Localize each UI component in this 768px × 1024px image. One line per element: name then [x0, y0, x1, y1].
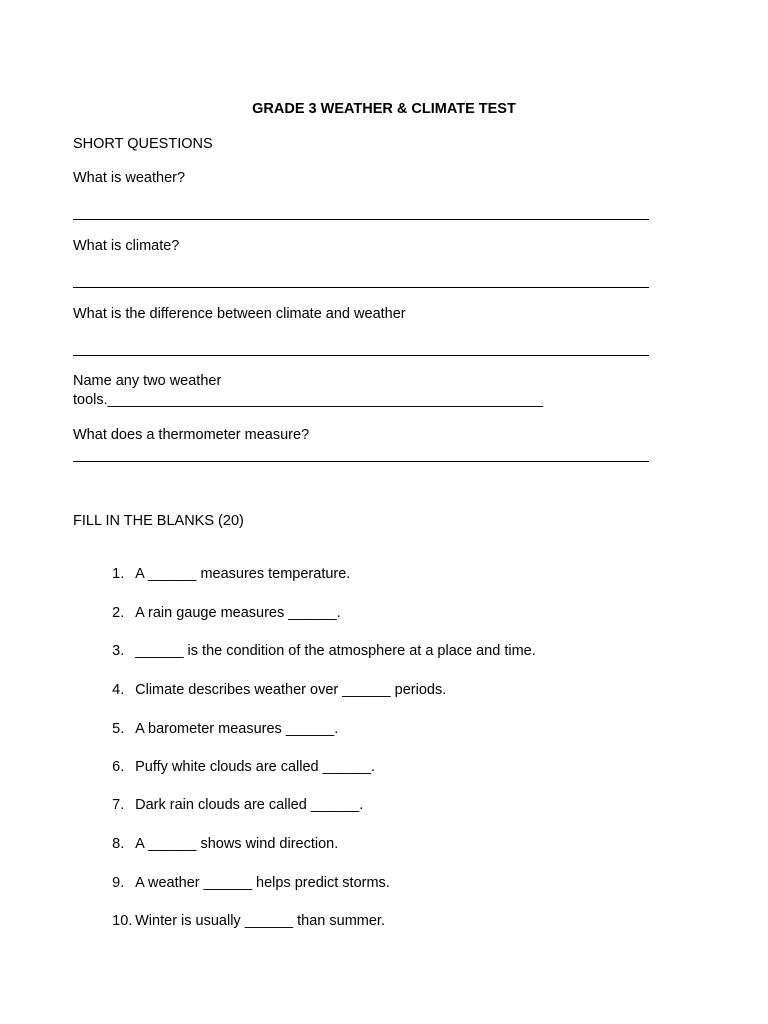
question-1: What is weather?: [73, 170, 186, 186]
item-text: A ______ measures temperature.: [135, 566, 351, 582]
item-text: Puffy white clouds are called ______.: [135, 759, 376, 775]
fill-blanks-heading: FILL IN THE BLANKS (20): [73, 513, 244, 529]
item-number: 5.: [112, 721, 125, 737]
item-number: 10.: [112, 913, 133, 929]
item-text: Winter is usually ______ than summer.: [135, 913, 385, 929]
question-4-line-1: Name any two weather: [73, 373, 222, 389]
item-text: Climate describes weather over ______ periods.: [135, 682, 447, 698]
item-text: ______ is the condition of the atmosphere at a place and time.: [135, 643, 536, 659]
list-item: [96, 893, 385, 950]
item-text: A barometer measures ______.: [135, 721, 339, 737]
item-number: 1.: [112, 566, 125, 582]
item-number: 7.: [112, 797, 125, 813]
item-number: 6.: [112, 759, 125, 775]
document-title: GRADE 3 WEATHER & CLIMATE TEST: [252, 101, 516, 117]
question-4-line-2: tools.______________________________________________________: [73, 392, 544, 408]
item-number: 8.: [112, 836, 125, 852]
question-3: What is the difference between climate and weather: [73, 306, 406, 322]
question-2: What is climate?: [73, 238, 180, 254]
short-questions-heading: SHORT QUESTIONS: [73, 136, 213, 152]
item-number: 3.: [112, 643, 125, 659]
question-5: What does a thermometer measure?: [73, 427, 310, 443]
answer-line-3: [73, 355, 649, 356]
answer-line-2: [73, 287, 649, 288]
item-number: 2.: [112, 605, 125, 621]
item-text: A ______ shows wind direction.: [135, 836, 339, 852]
item-text: A rain gauge measures ______.: [135, 605, 341, 621]
answer-line-5: [73, 461, 649, 462]
item-number: 9.: [112, 875, 125, 891]
item-text: A weather ______ helps predict storms.: [135, 875, 390, 891]
answer-line-1: [73, 219, 649, 220]
item-number: 4.: [112, 682, 125, 698]
item-text: Dark rain clouds are called ______.: [135, 797, 364, 813]
